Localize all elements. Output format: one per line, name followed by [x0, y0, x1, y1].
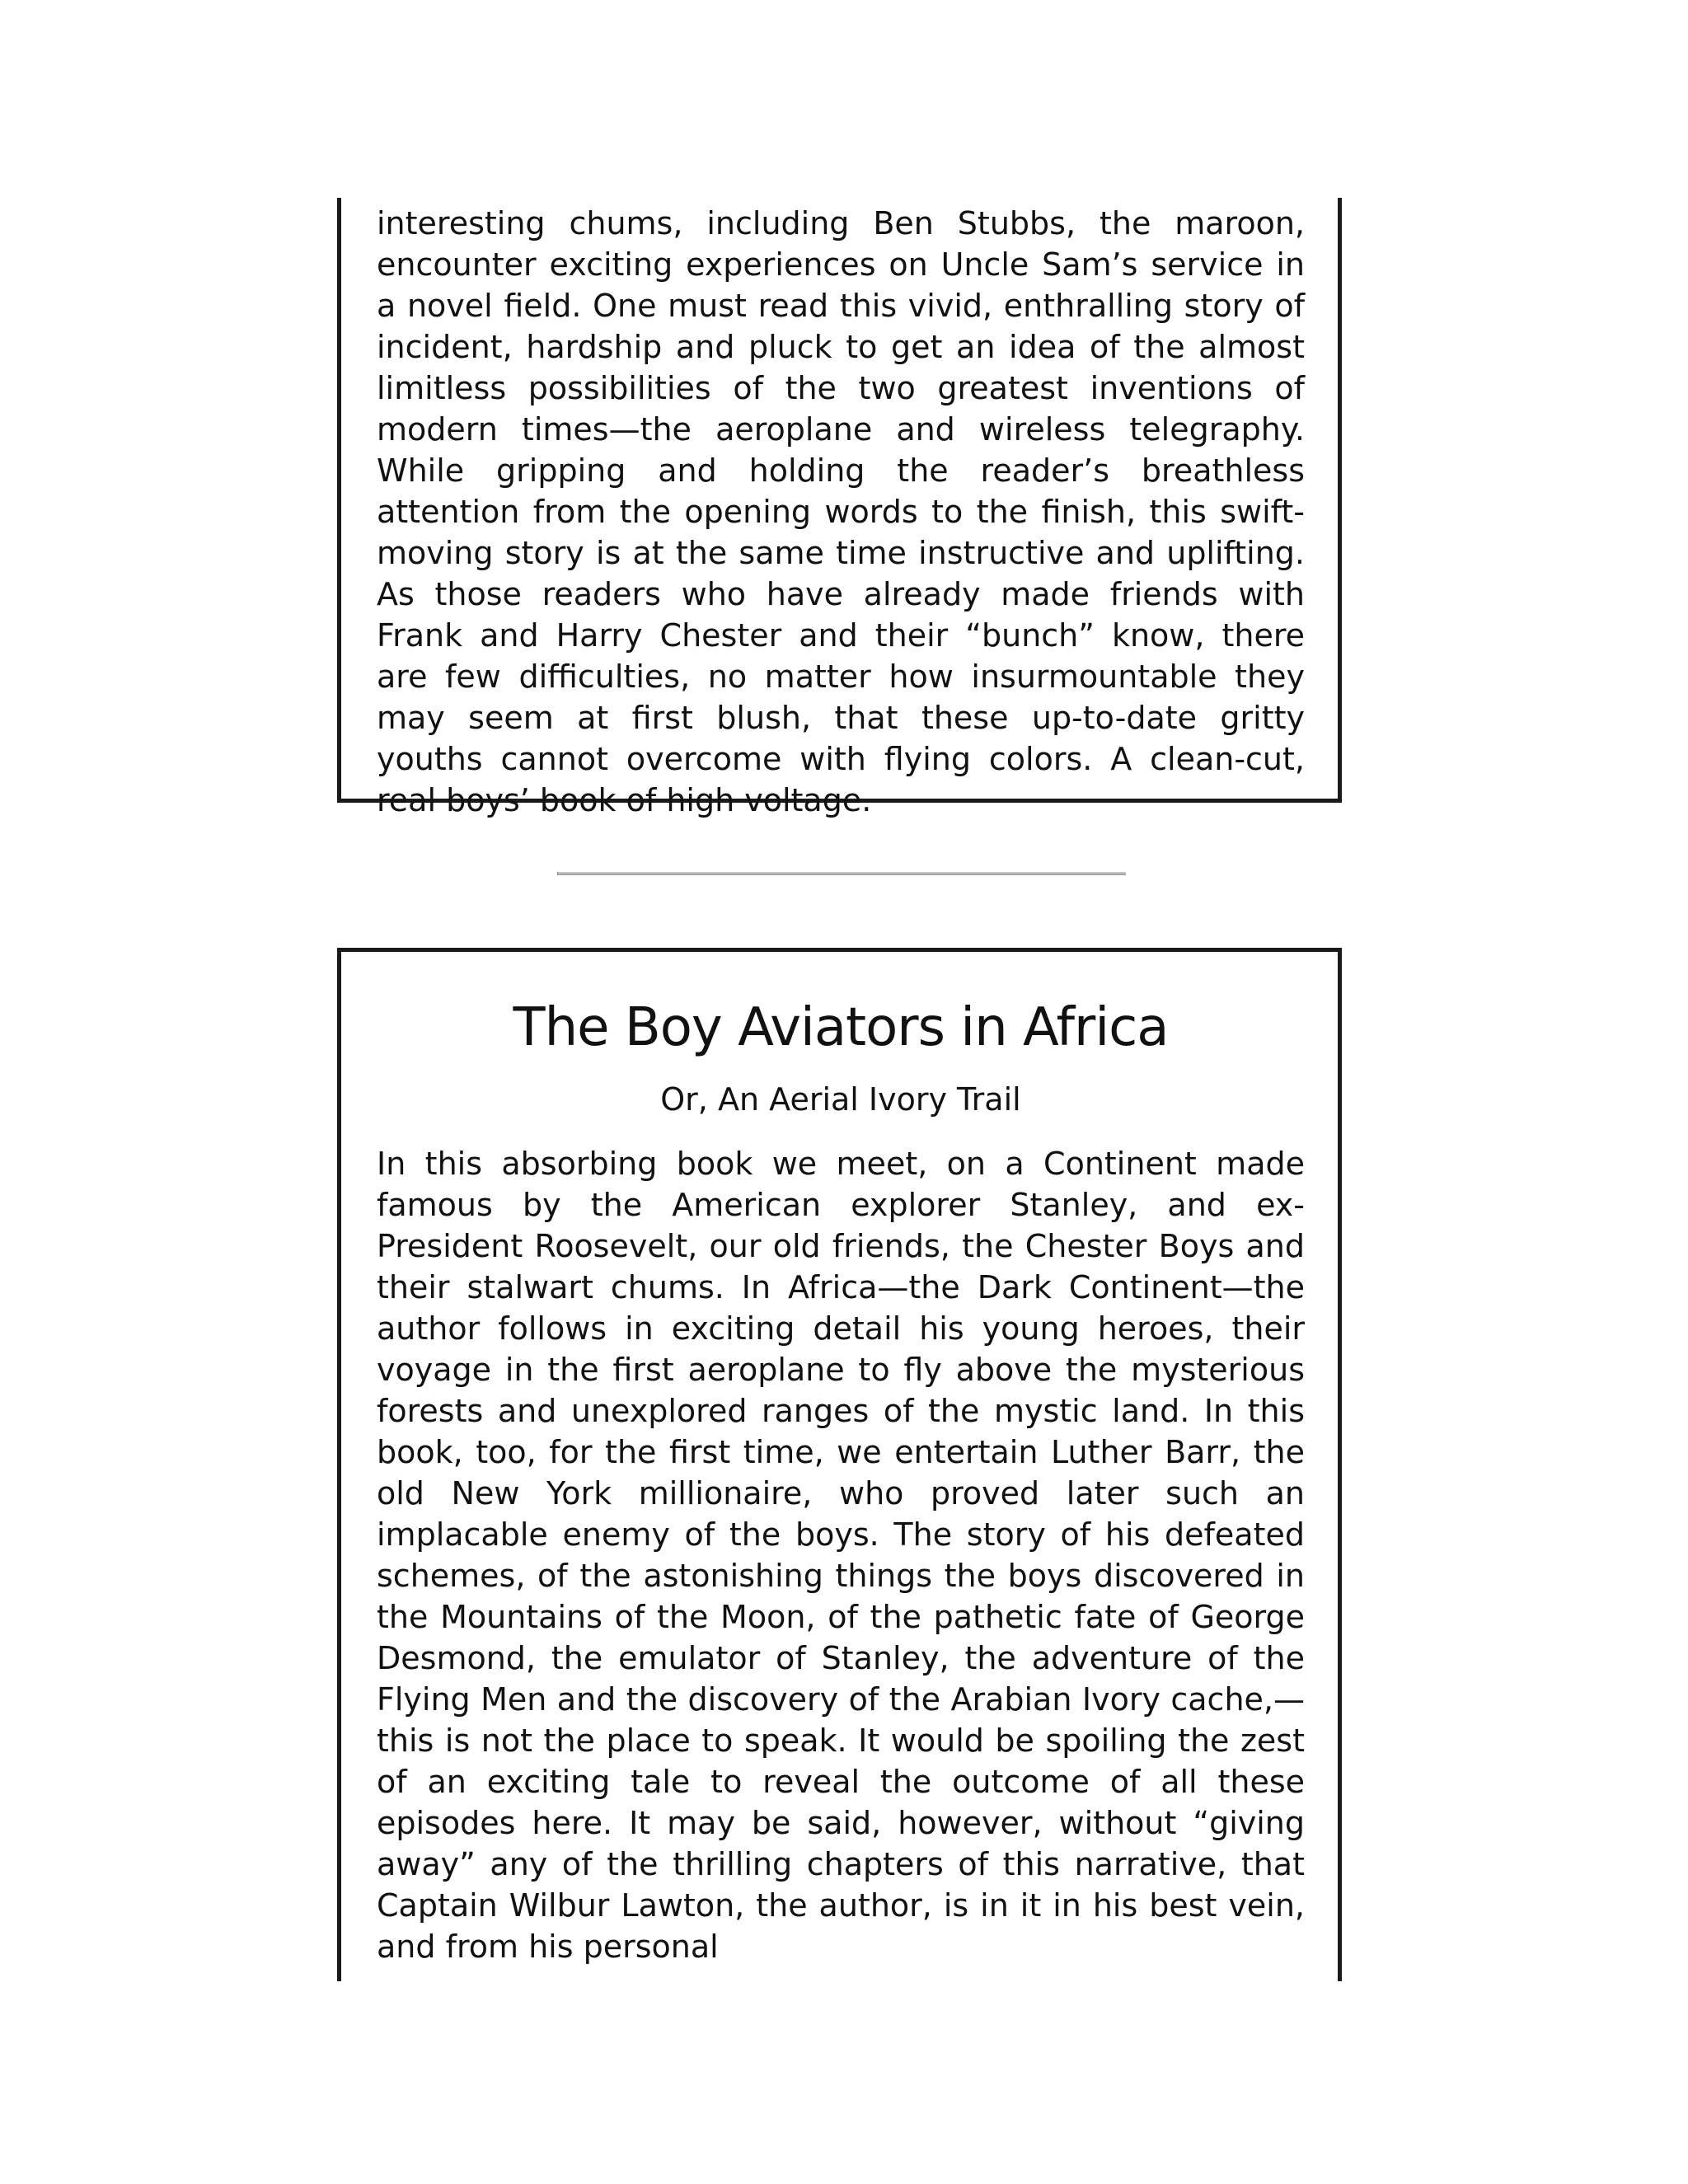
book-subtitle: Or, An Aerial Ivory Trail	[660, 1081, 1021, 1118]
book-description: In this absorbing book we meet, on a Continent made famous by the American explorer Stanley, and ex-President Roosevelt, our old friends, the Chester Boys and their stalwart chums. In Africa—the Dark Continent—the author follows in exciting detail his young heroes, their voyage in the first aeroplane to fly above the mysterious forests and unexplored ranges of the mystic land. In this book, too, for the first time, we entertain Luther Barr, the old New York millionaire, who proved later such an implacable enemy of the boys. The story of his defeated schemes, of the astonishing things the boys discovered in the Mountains of the Moon, of the pathetic fate of George Desmond, the emulator of Stanley, the adventure of the Flying Men and the discovery of the Arabian Ivory cache,—this is not the place to speak. It would be spoiling the zest of an exciting tale to reveal the outcome of all these episodes here. It may be said, however, without “giving away” any of the thrilling chapters of this narrative, that Captain Wilbur Lawton, the author, is in it in his best vein, and from his personal	[377, 1146, 1305, 1965]
book-entry-box	[337, 948, 1342, 1981]
previous-book-description: interesting chums, including Ben Stubbs, the maroon, encounter exciting experiences on Uncle Sam’s service in a novel field. One must read this vivid, enthralling story of incident, hardship and pluck to get an idea of the almost limitless possibilities of the two greatest inventions of modern times—the aeroplane and wireless telegraphy. While gripping and holding the reader’s breathless attention from the opening words to the finish, this swift-moving story is at the same time instructive and uplifting. As those readers who have already made friends with Frank and Harry Chester and their “bunch” know, there are few difficulties, no matter how insurmountable they may seem at first blush, that these up-to-date gritty youths cannot overcome with flying colors. A clean-cut, real boys’ book of high voltage.	[377, 205, 1305, 818]
section-divider	[557, 872, 1126, 875]
book-title: The Boy Aviators in Africa	[513, 997, 1169, 1058]
previous-book-entry-box	[337, 198, 1342, 818]
